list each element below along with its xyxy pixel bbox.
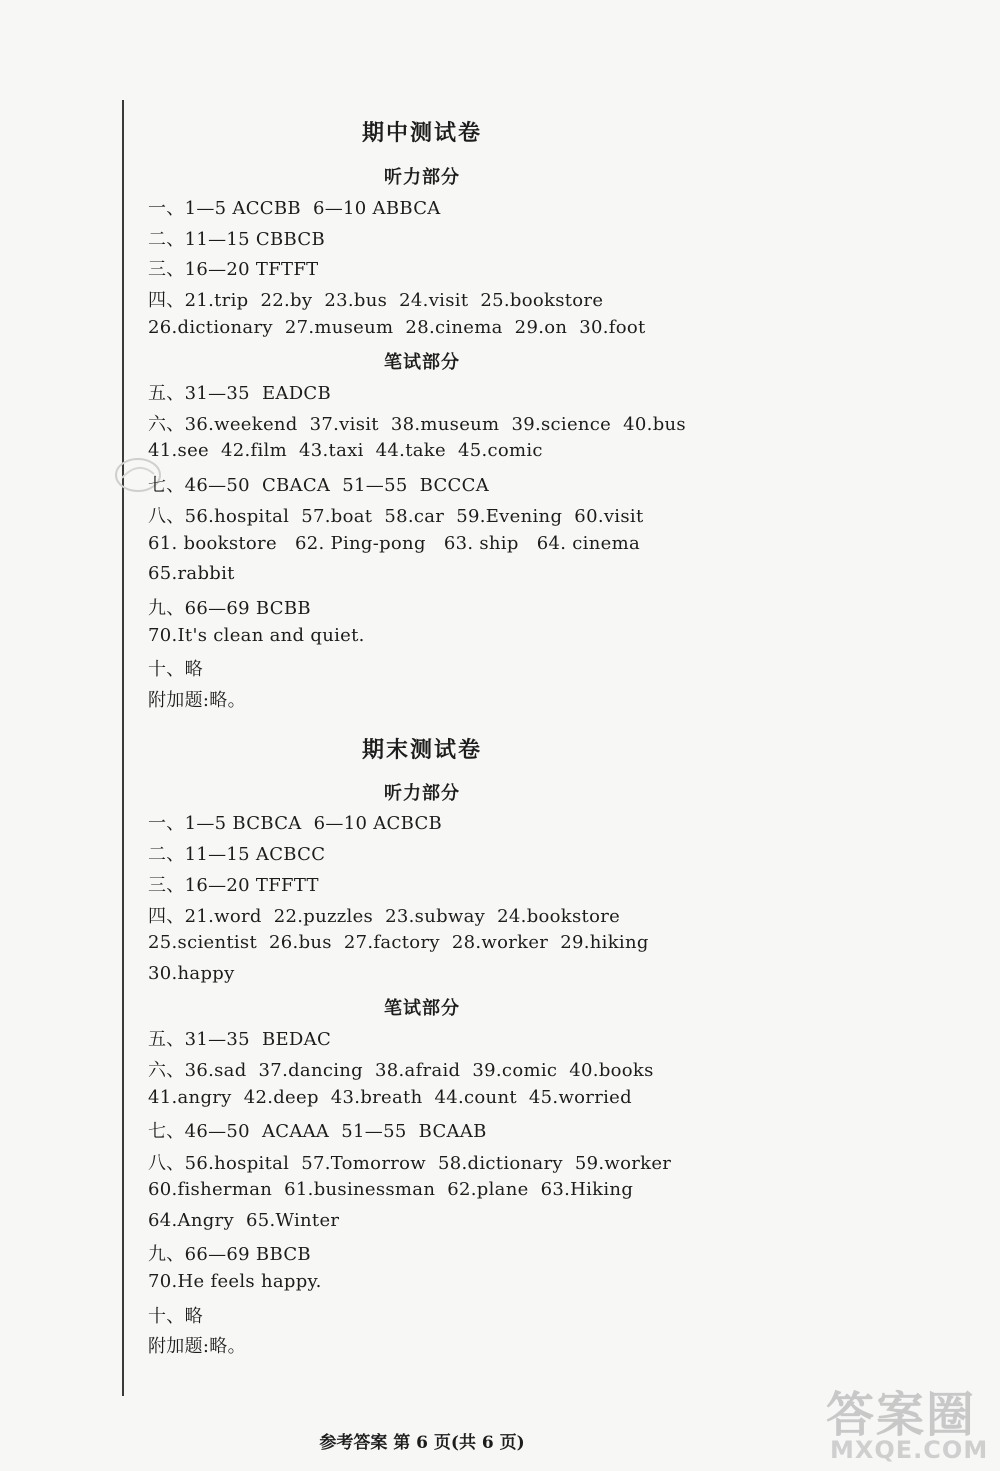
answer-line: 七、46—50 ACAAA 51—55 BCAAB: [148, 1121, 487, 1142]
answer-line: 41.angry 42.deep 43.breath 44.count 45.worried: [148, 1087, 632, 1108]
answer-line: 六、36.sad 37.dancing 38.afraid 39.comic 40.books: [148, 1060, 654, 1081]
midterm-listening-heading: 听力部分: [384, 167, 460, 188]
answer-line: 九、66—69 BBCB: [148, 1244, 311, 1265]
answer-line: 十、略: [148, 1306, 203, 1327]
answer-line: 64.Angry 65.Winter: [148, 1210, 340, 1231]
answer-line: 四、21.trip 22.by 23.bus 24.visit 25.bookstore: [148, 290, 604, 311]
answer-line: 五、31—35 BEDAC: [148, 1029, 332, 1050]
answer-line: 三、16—20 TFFTT: [148, 875, 319, 896]
answer-line: 70.It's clean and quiet.: [148, 625, 365, 646]
answer-line: 八、56.hospital 57.boat 58.car 59.Evening 60.visit: [148, 506, 644, 527]
answer-line: 25.scientist 26.bus 27.factory 28.worker 29.hiking: [148, 932, 649, 953]
answer-line: 七、46—50 CBACA 51—55 BCCCA: [148, 475, 489, 496]
answer-line: 70.He feels happy.: [148, 1271, 322, 1292]
answer-line: 26.dictionary 27.museum 28.cinema 29.on 30.foot: [148, 317, 646, 338]
answer-line: 二、11—15 CBBCB: [148, 229, 325, 250]
answer-line: 六、36.weekend 37.visit 38.museum 39.science 40.bus: [148, 414, 686, 435]
answer-line: 四、21.word 22.puzzles 23.subway 24.bookstore: [148, 906, 621, 927]
final-listening-heading: 听力部分: [384, 783, 460, 804]
answer-line: 一、1—5 BCBCA 6—10 ACBCB: [148, 813, 443, 834]
final-writing-heading: 笔试部分: [384, 998, 460, 1019]
midterm-writing-heading: 笔试部分: [384, 352, 460, 373]
answer-line: 61. bookstore 62. Ping-pong 63. ship 64. cinema: [148, 533, 640, 554]
answer-line: 附加题:略。: [148, 1336, 246, 1357]
watermark-logo: 答案圈: [826, 1387, 977, 1443]
page-footer: 参考答案 第 6 页(共 6 页): [319, 1433, 525, 1453]
final-title: 期末测试卷: [361, 737, 482, 763]
midterm-title: 期中测试卷: [361, 120, 482, 146]
answer-line: 三、16—20 TFTFT: [148, 259, 319, 280]
answer-line: 九、66—69 BCBB: [148, 598, 311, 619]
answer-line: 二、11—15 ACBCC: [148, 844, 326, 865]
answer-line: 30.happy: [148, 963, 235, 984]
answer-line: 五、31—35 EADCB: [148, 383, 332, 404]
watermark-url: MXQE.COM: [830, 1436, 989, 1464]
answer-line: 八、56.hospital 57.Tomorrow 58.dictionary 59.worker: [148, 1153, 672, 1174]
answer-line: 十、略: [148, 659, 203, 680]
answer-line: 一、1—5 ACCBB 6—10 ABBCA: [148, 198, 441, 219]
answer-line: 60.fisherman 61.businessman 62.plane 63.Hiking: [148, 1179, 634, 1200]
answer-line: 65.rabbit: [148, 563, 235, 584]
answer-line: 附加题:略。: [148, 690, 246, 711]
answer-line: 41.see 42.film 43.taxi 44.take 45.comic: [148, 440, 543, 461]
watermark: [826, 1376, 989, 1466]
